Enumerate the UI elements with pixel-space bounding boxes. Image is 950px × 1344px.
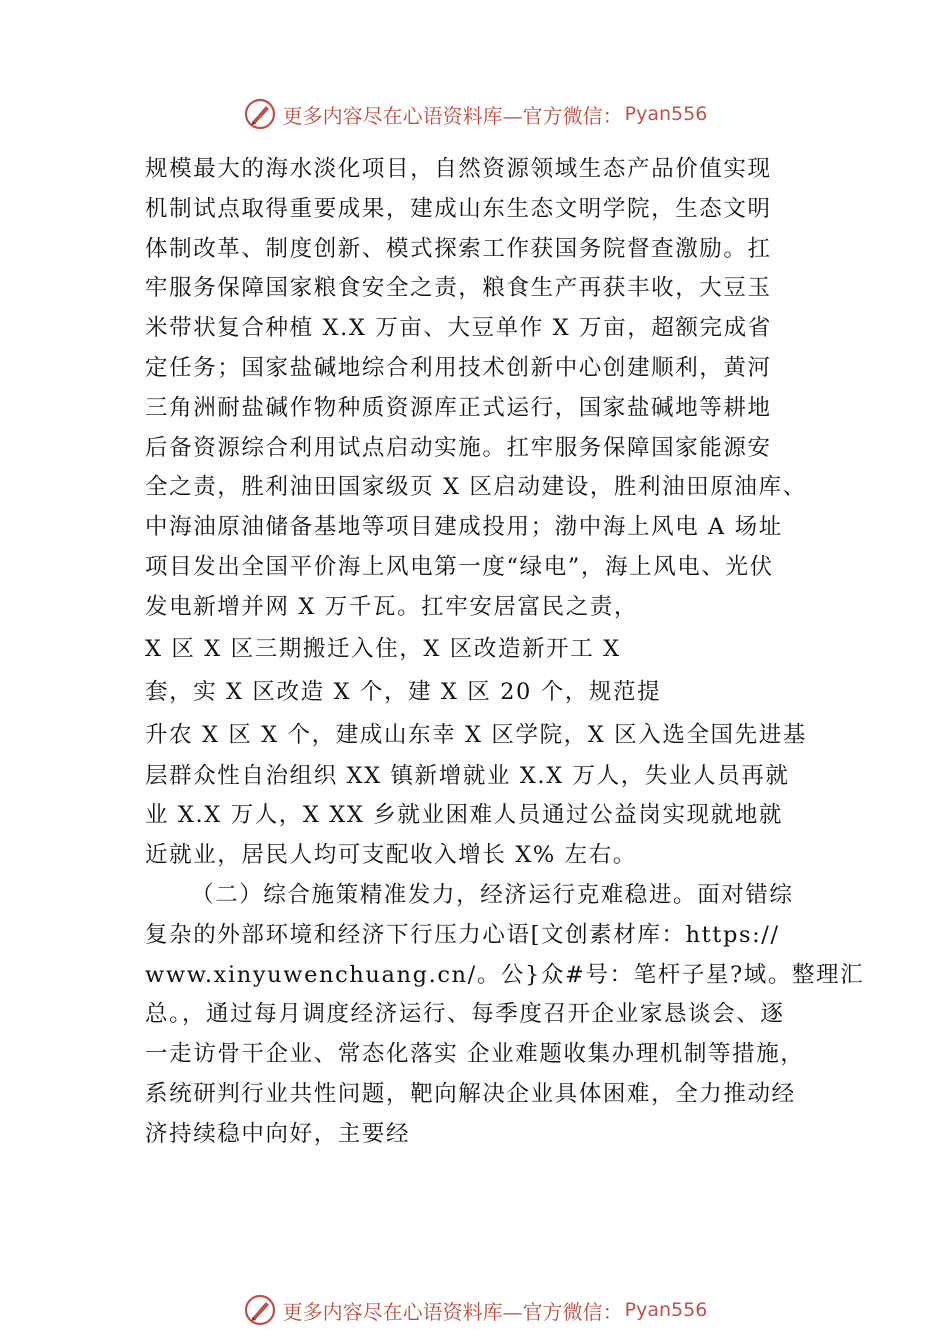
- text-line: 发电新增并网 X 万千瓦。扛牢安居富民之责，: [145, 593, 639, 620]
- text-line: 层群众性自治组织 XX 镇新增就业 X.X 万人，失业人员再就: [145, 762, 790, 789]
- header-banner-id: Pyan556: [624, 103, 708, 125]
- paragraph-start-line: （二）综合施策精准发力，经济运行克难稳进。面对错综: [191, 881, 794, 908]
- text-line: 全之责，胜利油田国家级页 X 区启动建设，胜利油田原油库、: [145, 474, 807, 501]
- text-line: 系统研判行业共性问题，靶向解决企业具体困难，全力推动经: [145, 1080, 796, 1107]
- text-line: 近就业，居民人均可支配收入增长 X% 左右。: [145, 842, 637, 869]
- text-line: 规模最大的海水淡化项目，自然资源领域生态产品价值实现: [145, 156, 772, 182]
- text-line: 升农 X 区 X 个，建成山东幸 X 区学院，X 区入选全国先进基: [145, 721, 807, 748]
- document-body: [145, 150, 865, 1155]
- header-banner: [0, 94, 950, 134]
- text-line: 业 X.X 万人，X XX 乡就业困难人员通过公益岗实现就地就: [145, 802, 783, 829]
- text-line: 体制改革、制度创新、模式探索工作获国务院督查激励。扛: [145, 235, 772, 262]
- text-line: 中海油原油储备基地等项目建成投用；渤中海上风电 A 场址: [145, 514, 783, 541]
- text-line: 复杂的外部环境和经济下行压力心语[文创素材库：https://: [145, 921, 780, 948]
- header-banner-text: 更多内容尽在心语资料库—官方微信：: [282, 103, 623, 128]
- text-line: 一走访骨干企业、常态化落实 企业难题收集办理机制等措施，: [145, 1041, 805, 1068]
- text-line: 后备资源综合利用试点启动实施。扛牢服务保障国家能源安: [145, 434, 772, 461]
- text-line: 总。，通过每月调度经济运行、每季度召开企业家恳谈会、逐: [145, 1001, 785, 1028]
- footer-banner: [0, 1290, 950, 1330]
- text-line: 定任务；国家盐碱地综合利用技术创新中心创建顺利，黄河: [145, 354, 772, 381]
- text-line: 米带状复合种植 X.X 万亩、大豆单作 X 万亩，超额完成省: [145, 315, 772, 342]
- text-line: 项目发出全国平价海上风电第一度“绿电”，海上风电、光伏: [145, 553, 774, 580]
- text-line: 牢服务保障国家粮食安全之责，粮食生产再获丰收，大豆玉: [145, 275, 772, 302]
- footer-banner-id: Pyan556: [624, 1299, 708, 1321]
- text-line: X 区 X 区三期搬迁入住，X 区改造新开工 X: [145, 635, 621, 662]
- text-line: 套，实 X 区改造 X 个，建 X 区 20 个，规范提: [145, 678, 662, 705]
- text-line: 三角洲耐盐碱作物种质资源库正式运行，国家盐碱地等耕地: [145, 394, 772, 421]
- footer-banner-text: 更多内容尽在心语资料库—官方微信：: [282, 1299, 623, 1324]
- text-line: www.xinyuwenchuang.cn/。公}众#号：笔杆子星?域。整理汇: [145, 961, 865, 988]
- pen-logo-icon: [243, 1293, 277, 1327]
- pen-logo-icon: [243, 97, 277, 131]
- text-line: 机制试点取得重要成果，建成山东生态文明学院，生态文明: [145, 195, 772, 222]
- text-line: 济持续稳中向好，主要经: [145, 1120, 411, 1147]
